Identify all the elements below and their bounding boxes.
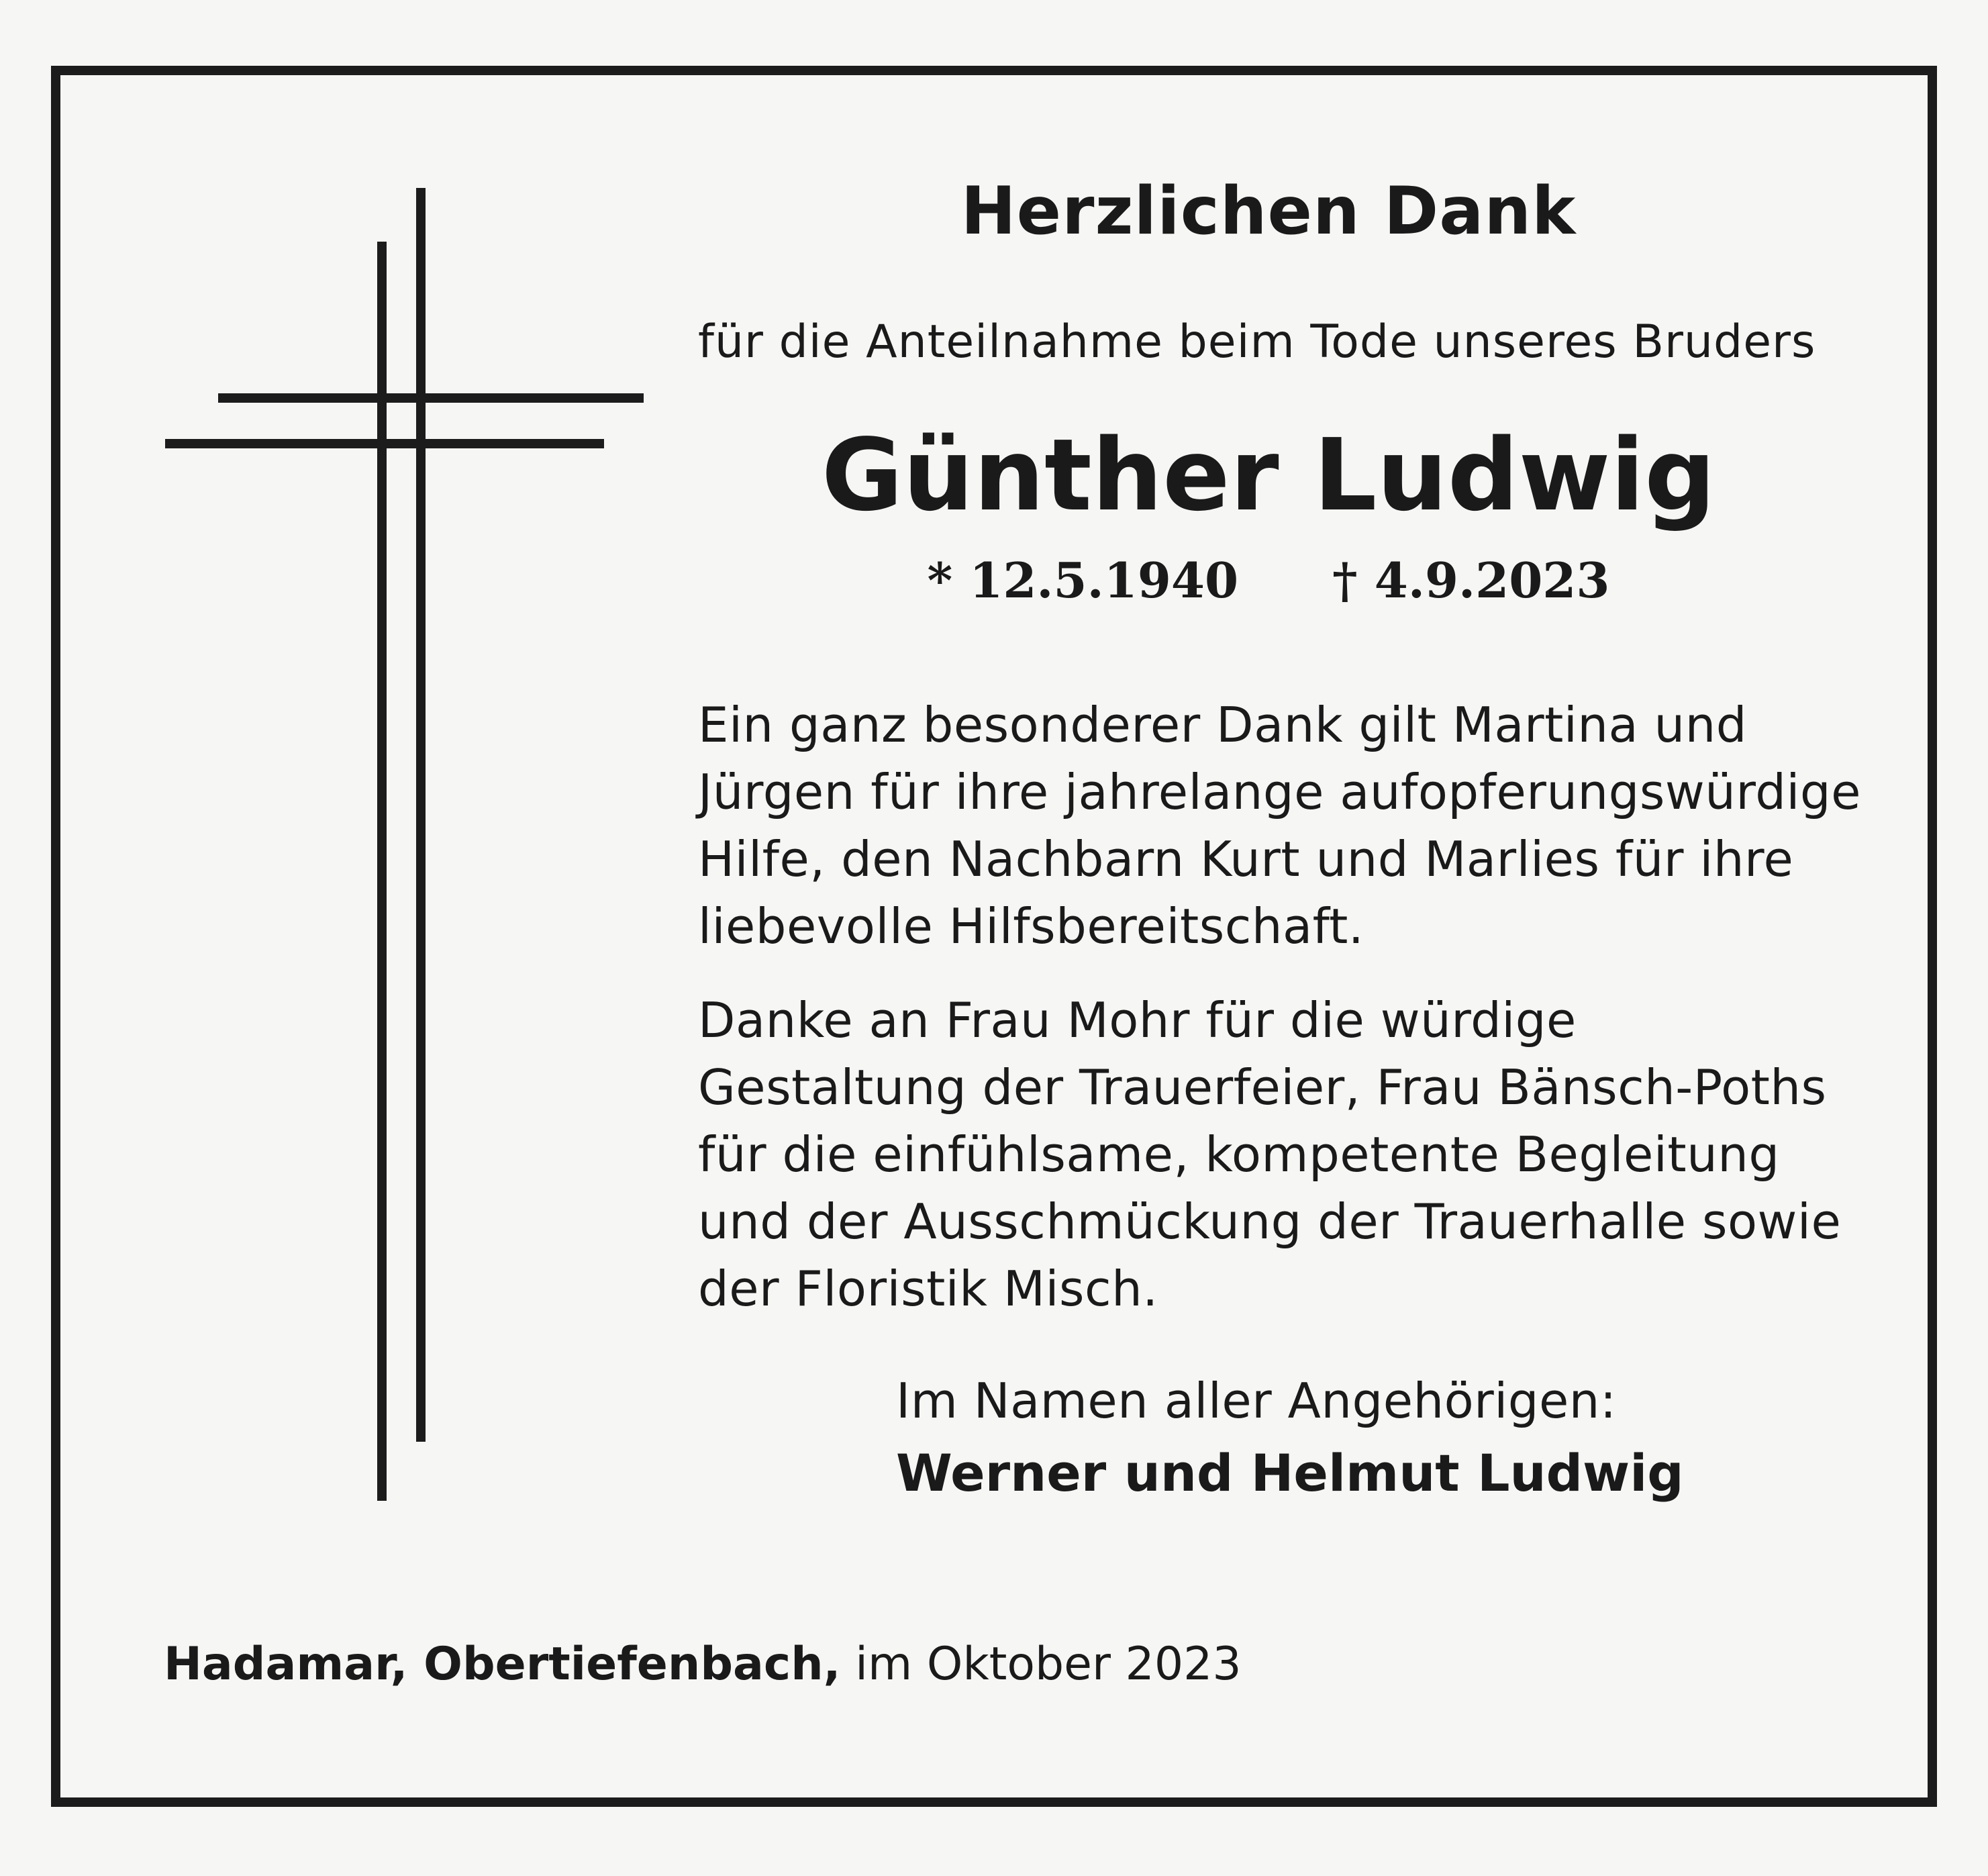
birth-date: * 12.5.1940: [927, 552, 1239, 609]
life-dates: [698, 552, 1839, 609]
paragraph-line: Gestaltung der Trauerfeier, Frau Bänsch-Poths: [698, 1059, 1827, 1116]
paragraph-line: für die einfühlsame, kompetente Begleitung: [698, 1126, 1780, 1183]
paragraph-line: Jürgen für ihre jahrelange aufopferungswürdige: [698, 764, 1861, 820]
location-places: Hadamar, Obertiefenbach,: [164, 1638, 841, 1691]
heading: Herzlichen Dank: [960, 173, 1577, 250]
paragraph-line: der Floristik Misch.: [698, 1261, 1158, 1317]
deceased-name: Günther Ludwig: [821, 417, 1716, 533]
location-date: im Oktober 2023: [840, 1638, 1242, 1691]
signers: Werner und Helmut Ludwig: [896, 1443, 1684, 1503]
intro-text: für die Anteilnahme beim Tode unseres Bruders: [698, 315, 1816, 368]
thanks-paragraph-2: [698, 987, 1841, 1322]
death-date: † 4.9.2023: [1332, 552, 1610, 609]
paragraph-line: Hilfe, den Nachbarn Kurt und Marlies für ihre: [698, 831, 1794, 887]
paragraph-line: und der Ausschmückung der Trauerhalle sowie: [698, 1193, 1842, 1250]
paragraph-line: liebevolle Hilfsbereitschaft.: [698, 898, 1364, 954]
thanks-paragraph-1: [698, 691, 1861, 960]
on-behalf-text: Im Namen aller Angehörigen:: [896, 1373, 1617, 1429]
location-date-line: [164, 1638, 1242, 1691]
paragraph-line: Danke an Frau Mohr für die würdige: [698, 992, 1577, 1048]
paragraph-line: Ein ganz besonderer Dank gilt Martina und: [698, 697, 1747, 753]
